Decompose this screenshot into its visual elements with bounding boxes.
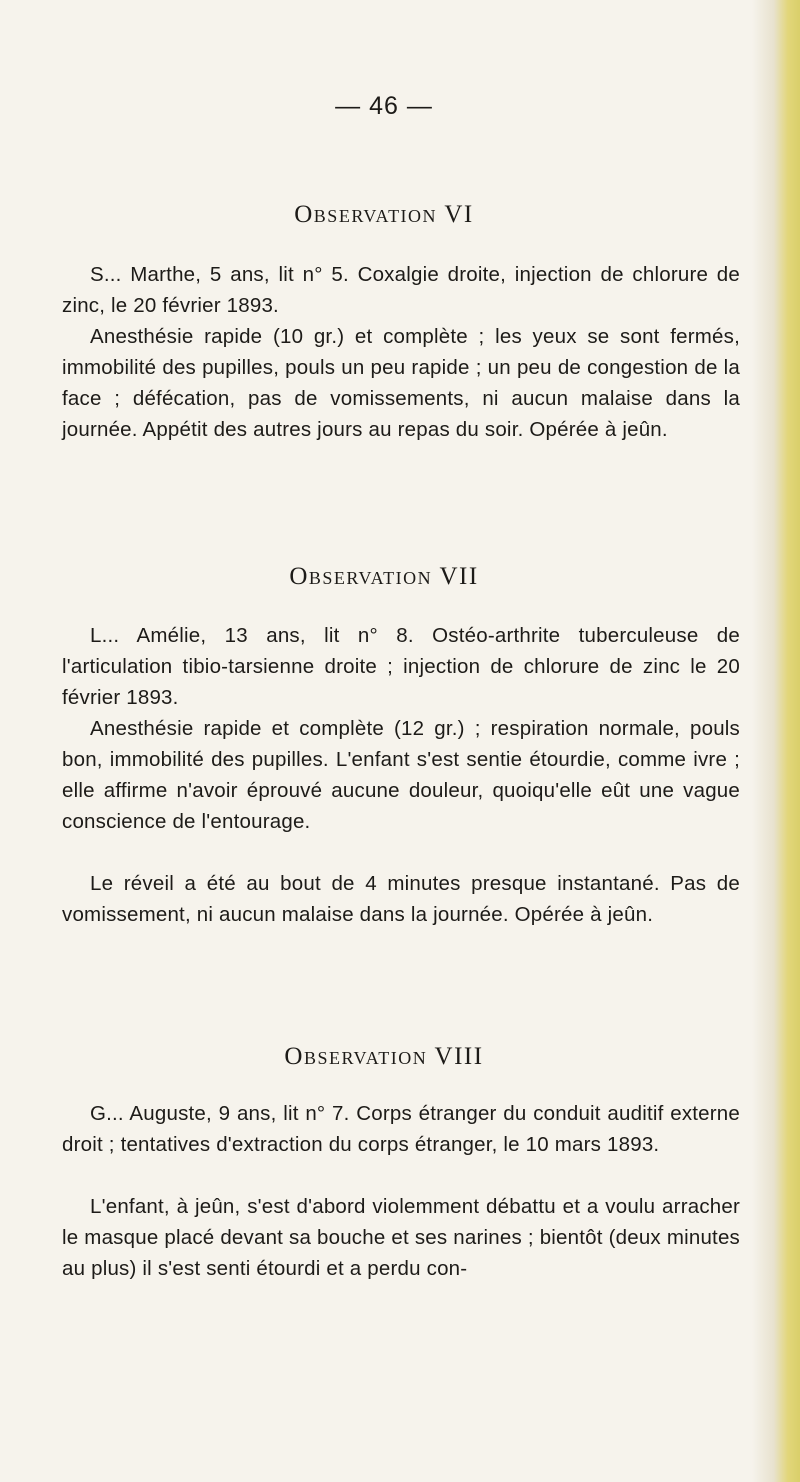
paragraph: S... Marthe, 5 ans, lit n° 5. Coxalgie droite, injection de chlorure de zinc, le 20 février 1893. <box>62 263 740 317</box>
section-heading-observation-vi: Observation VI <box>294 201 474 228</box>
paragraph: Le réveil a été au bout de 4 minutes presque instantané. Pas de vomissement, ni aucun malaise dans la journée. Opérée à jeûn. <box>62 872 740 926</box>
paragraph: Anesthésie rapide (10 gr.) et complète ; les yeux se sont fermés, immobilité des pupilles, pouls un peu rapide ; un peu de congestion de la face ; défécation, pas de vomissements, ni aucun malaise dans la journée. Appétit des autres jours au repas du soir. Opérée à jeûn. <box>62 325 740 441</box>
paragraph: L'enfant, à jeûn, s'est d'abord violemment débattu et a voulu arracher le masque placé devant sa bouche et ses narines ; bientôt (deux minutes au plus) il s'est senti étourdi et a perdu con- <box>62 1195 740 1280</box>
section-heading-observation-vii: Observation VII <box>289 563 479 590</box>
paragraph: G... Auguste, 9 ans, lit n° 7. Corps étranger du conduit auditif externe droit ; tentatives d'extraction du corps étranger, le 10 mars 1893. <box>62 1102 740 1156</box>
paragraph: L... Amélie, 13 ans, lit n° 8. Ostéo-arthrite tuberculeuse de l'articulation tibio-tarsienne droite ; injection de chlorure de zinc le 20 février 1893. <box>62 624 740 709</box>
section-heading-observation-viii: Observation VIII <box>284 1043 484 1070</box>
paragraph: Anesthésie rapide et complète (12 gr.) ; respiration normale, pouls bon, immobilité des pupilles. L'enfant s'est sentie étourdie, comme ivre ; elle affirme n'avoir éprouvé aucune douleur, quoiqu'elle eût une vague conscience de l'entourage. <box>62 717 740 833</box>
page-number: — 46 — <box>335 92 433 120</box>
